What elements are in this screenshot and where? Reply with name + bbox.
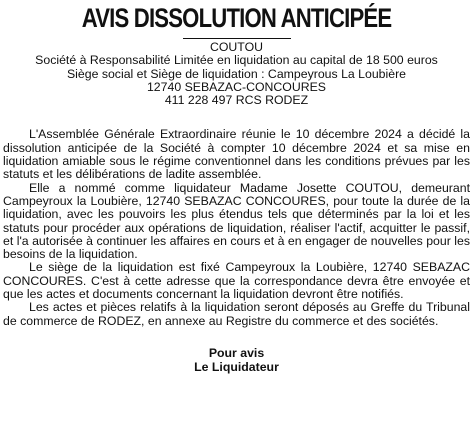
company-header xyxy=(3,41,470,107)
notice-title: AVIS DISSOLUTION ANTICIPÉE xyxy=(81,3,392,33)
notice-body xyxy=(3,128,470,327)
company-registration: 411 228 497 RCS RODEZ xyxy=(164,93,309,108)
paragraph-liquidation-seat: Le siège de la liquidation est fixé Campeyroux la Loubière, 12740 SEBAZAC CONCOURES. C'est à cette adresse que la correspondance devra être envoyée et que les actes et documents concernant la liquidation devront être notifiés. xyxy=(3,260,470,302)
paragraph-filing: Les actes et pièces relatifs à la liquidation seront déposés au Greffe du Tribunal de commerce de RODEZ, en annexe au Registre du commerce et des sociétés. xyxy=(3,300,470,328)
legal-notice xyxy=(3,3,470,374)
signature-block xyxy=(3,346,470,374)
company-form: Société à Responsabilité Limitée en liquidation au capital de 18 500 euros xyxy=(35,53,438,68)
paragraph-dissolution: L'Assemblée Générale Extraordinaire réunie le 10 décembre 2024 a décidé la dissolution anticipée de la Société à compter 10 décembre 2024 et sa mise en liquidation amiable sous le régime conventionnel dans les conditions prévues par les statuts et les délibérations de ladite assemblée. xyxy=(3,127,470,182)
signature-pour-avis: Pour avis xyxy=(208,345,265,360)
company-postal-city: 12740 SEBAZAC-CONCOURES xyxy=(146,79,327,94)
company-seat: Siège social et Siège de liquidation : Campeyrous La Loubière xyxy=(66,66,407,81)
paragraph-liquidator: Elle a nommé comme liquidateur Madame Josette COUTOU, demeurant Campeyroux la Loubière, 12740 SEBAZAC CONCOURES, pour toute la durée de la liquidation, avec les pouvoirs les plus étendus tels que déterminés par la loi et les statuts pour procéder aux opérations de liquidation, réaliser l'actif, acquitter le passif, et l'a autorisée à continuer les affaires en cours et à en engager de nouvelles pour les besoins de la liquidation. xyxy=(3,180,470,262)
company-name: COUTOU xyxy=(209,40,264,54)
title-divider xyxy=(183,38,291,39)
signature-liquidator: Le Liquidateur xyxy=(194,359,279,374)
